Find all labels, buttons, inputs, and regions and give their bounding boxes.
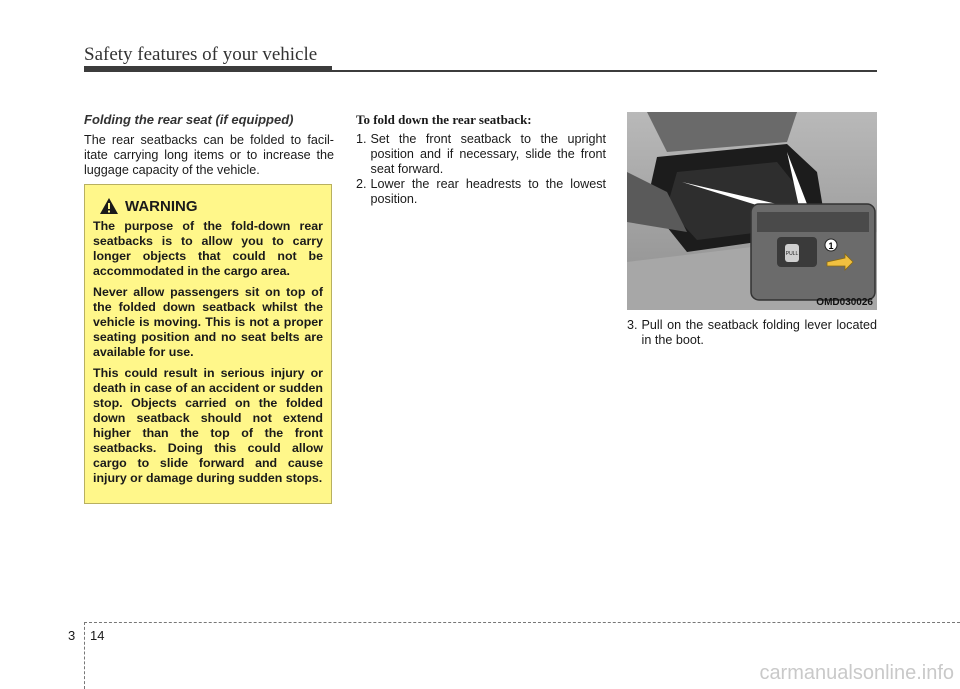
step-item bbox=[356, 132, 606, 177]
header-rule-thick bbox=[84, 66, 332, 72]
step-text: Set the front seatback to the upright position and if necessary, slide the front seat forward. bbox=[370, 132, 606, 176]
footer-rule bbox=[84, 622, 960, 623]
lever-pull-label: PULL bbox=[785, 251, 799, 257]
steps-column bbox=[356, 112, 606, 207]
intro-column bbox=[84, 112, 334, 178]
figure-code: OMD030026 bbox=[816, 297, 873, 308]
warning-paragraph: Never allow passengers sit on top of the folded down seatback whilst the vehicle is moving. This is not a proper seating position and no seat belts are available for use. bbox=[93, 285, 323, 359]
intro-paragraph: The rear seatbacks can be folded to facilitate carrying long items or to increase the luggage capacity of the vehicle. bbox=[84, 133, 334, 177]
page-number: 14 bbox=[90, 628, 105, 643]
step-number: 2. bbox=[356, 177, 367, 191]
warning-paragraph: The purpose of the fold-down rear seatbacks is to allow you to carry longer objects that could not be accommodated in the cargo area. bbox=[93, 219, 323, 278]
warning-box bbox=[84, 184, 332, 504]
trunk-illustration bbox=[627, 112, 877, 310]
step-number: 1. bbox=[356, 132, 367, 146]
chapter-number: 3 bbox=[68, 628, 76, 643]
warning-header bbox=[99, 197, 323, 215]
trunk-figure bbox=[627, 112, 877, 310]
callout-number: 1 bbox=[828, 241, 834, 251]
page-header-title: Safety features of your vehicle bbox=[84, 44, 318, 65]
steps-heading: To fold down the rear seatback: bbox=[356, 112, 532, 127]
step-number: 3. bbox=[627, 318, 638, 332]
warning-paragraph: This could result in serious injury or death in case of an accident or sudden stop. Objects carried on the folded down seatback should not extend higher than the top of the front seatbacks. Doing this could allow cargo to slide forward and cause injury or damage during sudden stops. bbox=[93, 366, 323, 485]
step-item bbox=[627, 318, 877, 348]
step-text: Lower the rear headrests to the lowest position. bbox=[370, 177, 606, 206]
warning-title: WARNING bbox=[125, 197, 198, 215]
step-text: Pull on the seatback folding lever located in the boot. bbox=[641, 318, 877, 347]
watermark: carmanualsonline.info bbox=[759, 662, 954, 684]
warning-triangle-icon bbox=[99, 197, 119, 215]
step-item bbox=[356, 177, 606, 207]
section-heading: Folding the rear seat (if equipped) bbox=[84, 112, 294, 127]
footer-divider bbox=[84, 622, 85, 689]
header-rule-thin bbox=[332, 70, 877, 72]
